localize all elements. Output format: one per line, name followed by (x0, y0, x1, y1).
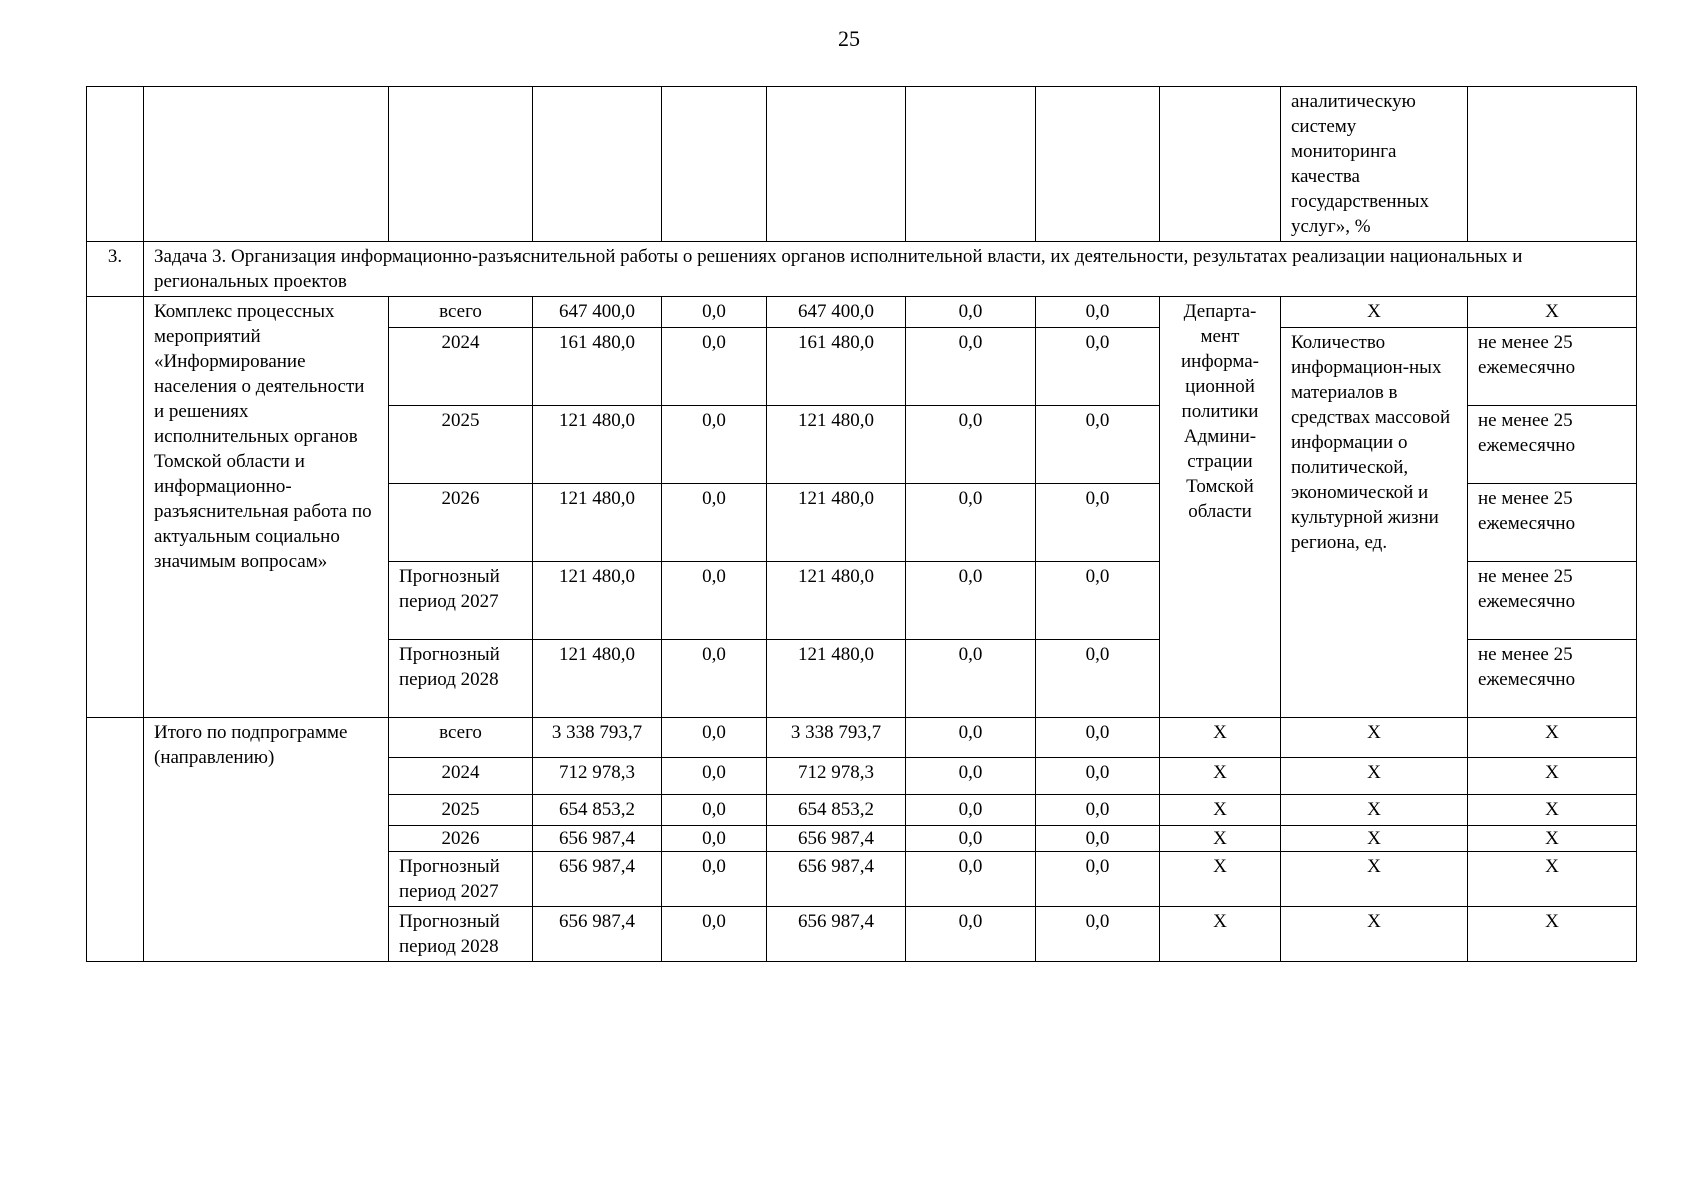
period: Прогнозный период 2027 (389, 562, 533, 640)
indicator-value: не менее 25 ежемесячно (1468, 406, 1637, 484)
amount-federal: 0,0 (662, 562, 767, 640)
indicator-mark: Х (1281, 718, 1468, 758)
amount-regional: 712 978,3 (767, 758, 906, 795)
amount-federal: 0,0 (662, 826, 767, 852)
amount-regional: 647 400,0 (767, 297, 906, 328)
amount-other: 0,0 (1036, 795, 1160, 826)
amount-regional: 121 480,0 (767, 484, 906, 562)
continuation-indicator: аналитическую систему мониторинга качества государственных услуг», % (1281, 87, 1468, 242)
amount-other: 0,0 (1036, 562, 1160, 640)
cell-empty (87, 87, 144, 242)
amount-other: 0,0 (1036, 297, 1160, 328)
cell-empty (906, 87, 1036, 242)
period: Прогнозный период 2028 (389, 907, 533, 962)
value-mark: Х (1468, 758, 1637, 795)
amount-other: 0,0 (1036, 640, 1160, 718)
cell-empty (1468, 87, 1637, 242)
amount-federal: 0,0 (662, 852, 767, 907)
period: 2024 (389, 328, 533, 406)
amount-local: 0,0 (906, 758, 1036, 795)
amount-total: 161 480,0 (533, 328, 662, 406)
amount-regional: 656 987,4 (767, 826, 906, 852)
amount-other: 0,0 (1036, 907, 1160, 962)
amount-regional: 121 480,0 (767, 562, 906, 640)
amount-local: 0,0 (906, 640, 1036, 718)
executor-mark: Х (1160, 826, 1281, 852)
amount-regional: 121 480,0 (767, 640, 906, 718)
amount-other: 0,0 (1036, 484, 1160, 562)
program-table (86, 86, 1637, 962)
amount-regional: 161 480,0 (767, 328, 906, 406)
indicator-mark: Х (1281, 907, 1468, 962)
amount-federal: 0,0 (662, 795, 767, 826)
amount-federal: 0,0 (662, 297, 767, 328)
period: всего (389, 718, 533, 758)
amount-local: 0,0 (906, 562, 1036, 640)
amount-local: 0,0 (906, 795, 1036, 826)
amount-total: 654 853,2 (533, 795, 662, 826)
amount-other: 0,0 (1036, 718, 1160, 758)
amount-total: 121 480,0 (533, 562, 662, 640)
task-title: Задача 3. Организация информационно-разъяснительной работы о решениях органов исполнительной власти, их деятельности, результатах реализации национальных и региональных проектов (144, 242, 1637, 297)
page-number: 25 (838, 26, 860, 51)
amount-regional: 654 853,2 (767, 795, 906, 826)
amount-total: 712 978,3 (533, 758, 662, 795)
task-number: 3. (87, 242, 144, 297)
amount-other: 0,0 (1036, 852, 1160, 907)
amount-federal: 0,0 (662, 406, 767, 484)
amount-regional: 121 480,0 (767, 406, 906, 484)
executor-mark: Х (1160, 795, 1281, 826)
amount-local: 0,0 (906, 297, 1036, 328)
amount-federal: 0,0 (662, 758, 767, 795)
executor-mark: Х (1160, 852, 1281, 907)
indicator-mark: Х (1281, 758, 1468, 795)
indicator-mark: Х (1281, 795, 1468, 826)
executor-mark: Х (1160, 907, 1281, 962)
amount-other: 0,0 (1036, 406, 1160, 484)
amount-local: 0,0 (906, 328, 1036, 406)
amount-federal: 0,0 (662, 328, 767, 406)
indicator-mark: Х (1281, 297, 1468, 328)
amount-regional: 656 987,4 (767, 852, 906, 907)
amount-federal: 0,0 (662, 484, 767, 562)
indicator-value: не менее 25 ежемесячно (1468, 640, 1637, 718)
amount-federal: 0,0 (662, 907, 767, 962)
period: 2024 (389, 758, 533, 795)
cell-empty (662, 87, 767, 242)
summary-name: Итого по подпрограмме (направлению) (144, 718, 389, 962)
period: Прогнозный период 2028 (389, 640, 533, 718)
amount-total: 3 338 793,7 (533, 718, 662, 758)
value-mark: Х (1468, 795, 1637, 826)
summary-row (87, 718, 1637, 758)
amount-other: 0,0 (1036, 826, 1160, 852)
indicator-mark: Х (1281, 826, 1468, 852)
amount-local: 0,0 (906, 718, 1036, 758)
amount-local: 0,0 (906, 852, 1036, 907)
indicator-value: не менее 25 ежемесячно (1468, 562, 1637, 640)
executor: Департа-мент информа-ционной политики Админи-страции Томской области (1160, 297, 1281, 718)
amount-other: 0,0 (1036, 328, 1160, 406)
amount-total: 647 400,0 (533, 297, 662, 328)
cell-empty (1036, 87, 1160, 242)
value-mark: Х (1468, 297, 1637, 328)
executor-mark: Х (1160, 718, 1281, 758)
cell-empty (767, 87, 906, 242)
period: Прогнозный период 2027 (389, 852, 533, 907)
cell-empty (87, 297, 144, 718)
amount-total: 656 987,4 (533, 852, 662, 907)
amount-federal: 0,0 (662, 640, 767, 718)
amount-other: 0,0 (1036, 758, 1160, 795)
value-mark: Х (1468, 718, 1637, 758)
complex-name: Комплекс процессных мероприятий «Информирование населения о деятельности и решениях исполнительных органов Томской области и информационно-разъяснительная работа по актуальным социально значимым вопросам» (144, 297, 389, 718)
amount-local: 0,0 (906, 484, 1036, 562)
amount-total: 121 480,0 (533, 406, 662, 484)
value-mark: Х (1468, 826, 1637, 852)
indicator-description: Количество информацион-ных материалов в средствах массовой информации о политической, экономической и культурной жизни региона, ед. (1281, 328, 1468, 718)
amount-local: 0,0 (906, 826, 1036, 852)
complex-total-row (87, 297, 1637, 328)
indicator-value: не менее 25 ежемесячно (1468, 328, 1637, 406)
amount-local: 0,0 (906, 406, 1036, 484)
executor-mark: Х (1160, 758, 1281, 795)
value-mark: Х (1468, 852, 1637, 907)
amount-local: 0,0 (906, 907, 1036, 962)
continuation-row (87, 87, 1637, 242)
cell-empty (144, 87, 389, 242)
period: 2026 (389, 484, 533, 562)
amount-total: 656 987,4 (533, 907, 662, 962)
amount-regional: 3 338 793,7 (767, 718, 906, 758)
value-mark: Х (1468, 907, 1637, 962)
period: всего (389, 297, 533, 328)
cell-empty (1160, 87, 1281, 242)
period: 2025 (389, 406, 533, 484)
indicator-value: не менее 25 ежемесячно (1468, 484, 1637, 562)
cell-empty (87, 718, 144, 962)
cell-empty (533, 87, 662, 242)
indicator-mark: Х (1281, 852, 1468, 907)
amount-total: 121 480,0 (533, 640, 662, 718)
amount-total: 656 987,4 (533, 826, 662, 852)
amount-total: 121 480,0 (533, 484, 662, 562)
task-row (87, 242, 1637, 297)
cell-empty (389, 87, 533, 242)
period: 2026 (389, 826, 533, 852)
period: 2025 (389, 795, 533, 826)
amount-regional: 656 987,4 (767, 907, 906, 962)
amount-federal: 0,0 (662, 718, 767, 758)
